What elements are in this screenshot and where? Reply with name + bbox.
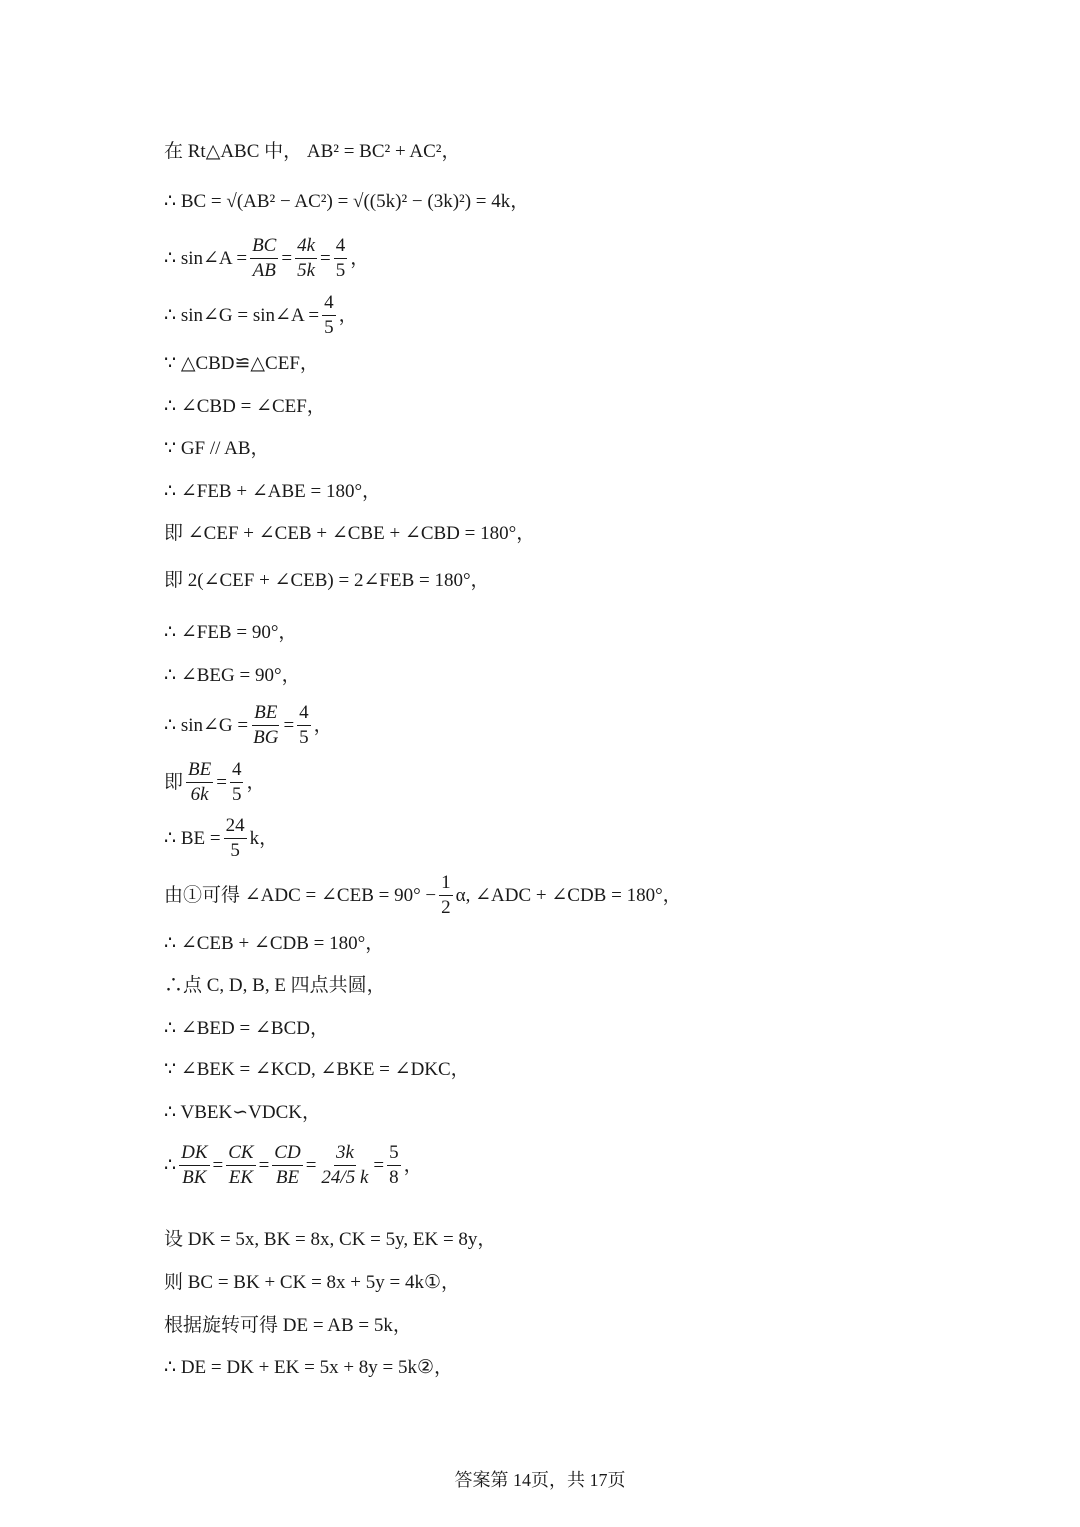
line-11-text: ∴ ∠FEB = 90°， [164, 622, 298, 643]
line-3-pre: ∴ sin∠A = [164, 247, 248, 269]
fraction: $\frac{4}{5}$ [231, 759, 242, 805]
fraction: $\frac{CD}{BE}$ [274, 1142, 301, 1188]
line-2 [164, 191, 529, 213]
line-24-text: 则 BC = BK + CK = 8x + 5y = 4k①， [164, 1272, 460, 1293]
line-18 [164, 975, 386, 997]
fraction: $\frac{1}{2}$ [441, 872, 451, 918]
line-15-post: k， [249, 827, 279, 849]
punctuation: ， [350, 247, 370, 269]
equals-sign: = [212, 1154, 224, 1176]
equals-sign: = [281, 247, 293, 269]
line-21-text: ∴ VBEK∽VDCK， [164, 1102, 321, 1123]
fraction: $\frac{4k}{5k}$ [297, 235, 316, 281]
line-16 [164, 872, 682, 919]
line-9 [164, 523, 535, 545]
line-22 [164, 1142, 423, 1189]
line-17-text: ∴ ∠CEB + ∠CDB = 180°， [164, 933, 385, 954]
line-19-text: ∴ ∠BED = ∠BCD， [164, 1018, 329, 1039]
punctuation: ， [403, 1154, 423, 1176]
line-7 [164, 438, 270, 460]
line-12 [164, 665, 301, 687]
line-13-pre: ∴ sin∠G = [164, 714, 249, 736]
page-footer: 答案第 14页，共 17页 [454, 1470, 626, 1490]
line-16-pre: 由①可得 ∠ADC = ∠CEB = 90° − [164, 884, 437, 906]
line-20 [164, 1059, 470, 1081]
line-23-text: 设 DK = 5x, BK = 8x, CK = 5y, EK = 8y， [164, 1229, 497, 1250]
line-2-text: ∴ BC = √(AB² − AC²) = √((5k)² − (3k)²) = 4k， [164, 191, 530, 212]
line-8-text: ∴ ∠FEB + ∠ABE = 180°， [164, 481, 382, 502]
fraction: $\frac{4}{5}$ [335, 235, 346, 281]
line-8 [164, 481, 381, 503]
line-5-text: ∵ △CBD≌△CEF， [164, 353, 319, 374]
line-11 [164, 622, 297, 644]
line-3 [164, 235, 369, 282]
line-10-text: 即 2(∠CEF + ∠CEB) = 2∠FEB = 180°， [164, 570, 490, 591]
line-1-text: 在 Rt△ABC 中， AB² = BC² + AC²， [164, 141, 461, 162]
fraction: $\frac{3k}{24/5 k}$ [321, 1142, 369, 1188]
line-24 [164, 1272, 460, 1294]
equals-sign: = [320, 247, 331, 269]
fraction: $\frac{DK}{BK}$ [181, 1142, 208, 1188]
line-13 [164, 702, 333, 749]
line-6-text: ∴ ∠CBD = ∠CEF， [164, 396, 326, 417]
fraction: $\frac{24}{5}$ [225, 815, 245, 861]
line-6 [164, 396, 326, 418]
line-14-pre: 即 [164, 771, 184, 793]
line-1 [164, 141, 461, 163]
punctuation: ， [313, 714, 333, 736]
punctuation: ， [338, 304, 358, 326]
fraction: $\frac{BC}{AB}$ [252, 235, 277, 281]
line-18-text: ∴点 C, D, B, E 四点共圆， [164, 975, 386, 996]
equals-sign: = [305, 1154, 317, 1176]
line-25 [164, 1315, 412, 1337]
line-5 [164, 353, 319, 375]
line-9-text: 即 ∠CEF + ∠CEB + ∠CBE + ∠CBD = 180°， [164, 523, 536, 544]
line-15-pre: ∴ BE = [164, 827, 221, 849]
line-16-post: α, ∠ADC + ∠CDB = 180°， [455, 884, 682, 906]
fraction: $\frac{BE}{6k}$ [188, 759, 212, 805]
line-14 [164, 759, 265, 806]
line-20-text: ∵ ∠BEK = ∠KCD, ∠BKE = ∠DKC， [164, 1059, 470, 1080]
line-7-text: ∵ GF // AB， [164, 438, 270, 459]
line-12-text: ∴ ∠BEG = 90°， [164, 665, 301, 686]
line-22-pre: ∴ [164, 1154, 177, 1176]
fraction: $\frac{4}{5}$ [324, 292, 334, 338]
line-4-pre: ∴ sin∠G = sin∠A = [164, 304, 320, 326]
line-23 [164, 1229, 496, 1251]
equals-sign: = [216, 771, 227, 793]
line-21 [164, 1102, 321, 1124]
punctuation: ， [246, 771, 266, 793]
line-17 [164, 933, 384, 955]
line-10 [164, 570, 490, 592]
fraction: $\frac{CK}{EK}$ [228, 1142, 254, 1188]
line-26-text: ∴ DE = DK + EK = 5x + 8y = 5k②， [164, 1357, 454, 1378]
fraction: $\frac{BE}{BG}$ [253, 702, 279, 748]
equals-sign: = [258, 1154, 270, 1176]
line-15 [164, 815, 278, 862]
line-19 [164, 1018, 329, 1040]
line-26 [164, 1357, 453, 1379]
fraction: $\frac{5}{8}$ [389, 1142, 399, 1188]
fraction: $\frac{4}{5}$ [299, 702, 309, 748]
equals-sign: = [373, 1154, 385, 1176]
equals-sign: = [283, 714, 295, 736]
line-25-text: 根据旋转可得 DE = AB = 5k， [164, 1315, 412, 1336]
line-4 [164, 292, 358, 339]
